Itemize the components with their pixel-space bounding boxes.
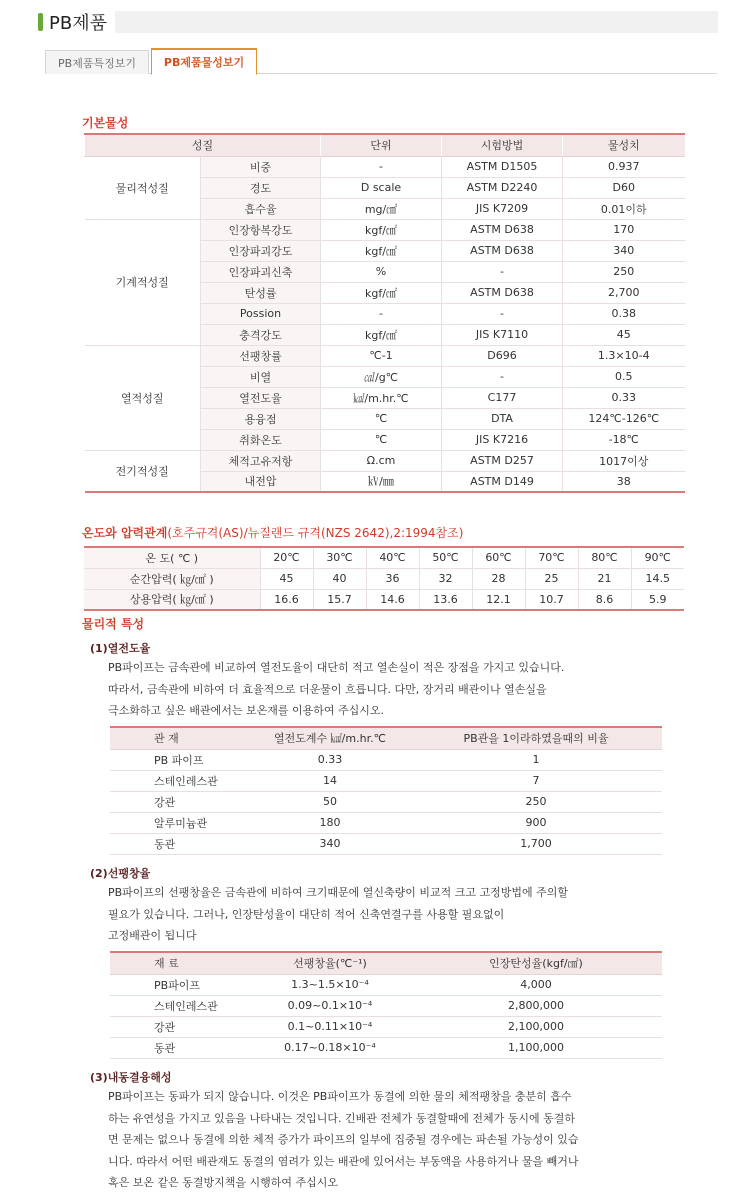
- table-cell: 45: [260, 568, 313, 589]
- cell-method: ASTM D149: [442, 471, 563, 492]
- cell-unit: ㎈/g℃: [321, 366, 442, 387]
- title-marker-icon: [38, 13, 43, 31]
- cell-method: C177: [442, 387, 563, 408]
- table-cell: 28: [472, 568, 525, 589]
- section-title-temp-pressure: [82, 524, 463, 541]
- section-title-note: (호주규격(AS)/뉴질랜드 규격(NZS 2642),2:1994참조): [167, 526, 464, 540]
- cell-material: 동관: [110, 1037, 250, 1058]
- col-header-expansion: 선팽창율(℃⁻¹): [250, 952, 410, 974]
- cell-value: 124℃-126℃: [563, 408, 685, 429]
- table-header-row: [85, 134, 685, 156]
- tab-product-properties[interactable]: PB제품물성보기: [151, 48, 257, 75]
- cell-method: -: [442, 261, 563, 282]
- paragraph-line: PB파이프는 금속관에 비교하여 열전도율이 대단히 적고 열손실이 적은 장점을 가지고 있습니다.: [108, 661, 565, 674]
- table-cell: 14.6: [366, 589, 419, 610]
- cell-unit: kgf/㎠: [321, 324, 442, 345]
- table-cell: 0.1~0.11×10⁻⁴: [250, 1016, 410, 1037]
- cell-property: 흡수율: [201, 198, 321, 219]
- table-cell: 80℃: [578, 547, 631, 568]
- table-cell: 12.1: [472, 589, 525, 610]
- table-row: [110, 974, 662, 995]
- cell-method: ASTM D638: [442, 219, 563, 240]
- cell-material: 스테인레스관: [110, 770, 250, 791]
- cell-value: D60: [563, 177, 685, 198]
- table-cell: 340: [250, 833, 410, 854]
- cell-property: 체적고유저항: [201, 450, 321, 471]
- table-cell: 50: [250, 791, 410, 812]
- cell-material: 알루미늄관: [110, 812, 250, 833]
- table-cell: 13.6: [419, 589, 472, 610]
- cell-unit: -: [321, 156, 442, 177]
- table-row: [110, 791, 662, 812]
- cell-method: ASTM D638: [442, 282, 563, 303]
- table-cell: 0.33: [250, 749, 410, 770]
- cell-value: 340: [563, 240, 685, 261]
- section-title-basic-properties: 기본물성: [82, 116, 129, 130]
- cell-value: 0.5: [563, 366, 685, 387]
- col-header-property: 성질: [85, 134, 321, 156]
- table-cell: 40: [313, 568, 366, 589]
- cell-unit: ㎉/m.hr.℃: [321, 387, 442, 408]
- table-cell: 250: [410, 791, 662, 812]
- subsection-title-thermal-conductivity: (1)열전도율: [90, 642, 151, 655]
- linear-expansion-table: [110, 951, 662, 1059]
- page-title: PB제품: [49, 13, 107, 34]
- table-cell: 21: [578, 568, 631, 589]
- col-header-unit: 단위: [321, 134, 442, 156]
- cell-unit: -: [321, 303, 442, 324]
- group-thermal: 열적성질: [85, 345, 201, 450]
- paragraph-line: 니다. 따라서 어떤 배관재도 동결의 염려가 있는 배관에 있어서는 부동액을 사용하거나 물을 빼거나: [108, 1154, 579, 1168]
- paragraph-line: PB파이프의 선팽창율은 금속관에 비하여 크기때문에 열신축량이 비교적 크고 고정방법에 주의할: [108, 886, 569, 899]
- temp-pressure-table: [84, 546, 684, 611]
- paragraph-line: 극소화하고 싶은 배관에서는 보온재를 이용하여 주십시오.: [108, 704, 385, 717]
- subsection-title-freeze-thaw: (3)내동결융해성: [90, 1071, 172, 1084]
- paragraph-line: PB파이프는 동파가 되지 않습니다. 이것은 PB파이프가 동결에 의한 물의 체적팽창을 충분히 흡수: [108, 1090, 572, 1103]
- row-header: 순간압력( ㎏/㎠ ): [84, 568, 260, 589]
- cell-unit: kgf/㎠: [321, 282, 442, 303]
- thermal-conductivity-table: [110, 726, 662, 855]
- table-row: [110, 770, 662, 791]
- cell-value: 1.3×10-4: [563, 345, 685, 366]
- cell-value: 38: [563, 471, 685, 492]
- cell-unit: %: [321, 261, 442, 282]
- table-cell: 30℃: [313, 547, 366, 568]
- table-cell: 14: [250, 770, 410, 791]
- table-cell: 1,100,000: [410, 1037, 662, 1058]
- table-row: [85, 219, 685, 240]
- tab-product-features[interactable]: PB제품특징보기: [45, 50, 149, 74]
- table-row: [85, 156, 685, 177]
- basic-properties-table: [84, 133, 685, 493]
- cell-property: 비중: [201, 156, 321, 177]
- paragraph-freeze-thaw: [108, 1086, 668, 1194]
- table-header-row: [110, 727, 662, 749]
- row-header: 상용압력( ㎏/㎠ ): [84, 589, 260, 610]
- paragraph-line: 고정배관이 됩니다: [108, 929, 197, 942]
- paragraph-linear-expansion: [108, 882, 668, 947]
- cell-value: 0.38: [563, 303, 685, 324]
- cell-unit: D scale: [321, 177, 442, 198]
- cell-property: 취화온도: [201, 429, 321, 450]
- cell-unit: mg/㎠: [321, 198, 442, 219]
- cell-method: ASTM D257: [442, 450, 563, 471]
- cell-value: 250: [563, 261, 685, 282]
- table-cell: 2,100,000: [410, 1016, 662, 1037]
- col-header-material: 재 료: [110, 952, 250, 974]
- table-row: [110, 749, 662, 770]
- table-cell: 70℃: [525, 547, 578, 568]
- table-cell: 1,700: [410, 833, 662, 854]
- cell-material: 동관: [110, 833, 250, 854]
- table-row: [85, 450, 685, 471]
- cell-property: 열전도율: [201, 387, 321, 408]
- cell-property: 용융점: [201, 408, 321, 429]
- table-cell: 2,800,000: [410, 995, 662, 1016]
- table-cell: 15.7: [313, 589, 366, 610]
- cell-property: Possion: [201, 303, 321, 324]
- cell-unit: Ω.cm: [321, 450, 442, 471]
- group-mechanical: 기계적성질: [85, 219, 201, 345]
- section-title-text: 온도와 압력관계: [82, 526, 168, 540]
- cell-unit: kgf/㎠: [321, 240, 442, 261]
- table-cell: 8.6: [578, 589, 631, 610]
- col-header-value: 물성치: [563, 134, 685, 156]
- table-row: [110, 995, 662, 1016]
- table-cell: 25: [525, 568, 578, 589]
- cell-method: JIS K7209: [442, 198, 563, 219]
- cell-material: 강관: [110, 791, 250, 812]
- table-row: [110, 1016, 662, 1037]
- table-row: [110, 1037, 662, 1058]
- cell-material: 스테인레스관: [110, 995, 250, 1016]
- table-cell: 32: [419, 568, 472, 589]
- cell-material: 강관: [110, 1016, 250, 1037]
- cell-property: 인장파괴신축: [201, 261, 321, 282]
- group-electrical: 전기적성질: [85, 450, 201, 492]
- paragraph-line: 따라서, 금속관에 비하여 더 효율적으로 더운물이 흐릅니다. 다만, 장거리 배관이나 열손실을: [108, 682, 547, 696]
- table-row: [110, 812, 662, 833]
- paragraph-line: 필요가 있습니다. 그러나, 인장탄성율이 대단히 적어 신축연결구를 사용할 필요없이: [108, 907, 505, 921]
- table-cell: 10.7: [525, 589, 578, 610]
- title-bar-fill: [115, 11, 718, 33]
- table-cell: 4,000: [410, 974, 662, 995]
- table-cell: 50℃: [419, 547, 472, 568]
- table-cell: 0.17~0.18×10⁻⁴: [250, 1037, 410, 1058]
- cell-unit: ℃-1: [321, 345, 442, 366]
- cell-method: JIS K7110: [442, 324, 563, 345]
- subsection-title-linear-expansion: (2)선팽창율: [90, 867, 151, 880]
- cell-material: PB 파이프: [110, 749, 250, 770]
- table-cell: 36: [366, 568, 419, 589]
- paragraph-line: 혹은 보온 같은 동결방지책을 시행하여 주십시오: [108, 1176, 339, 1189]
- table-cell: 1: [410, 749, 662, 770]
- cell-unit: ℃: [321, 408, 442, 429]
- cell-value: -18℃: [563, 429, 685, 450]
- cell-method: ASTM D2240: [442, 177, 563, 198]
- col-header-coefficient: 열전도계수 ㎉/m.hr.℃: [250, 727, 410, 749]
- cell-value: 170: [563, 219, 685, 240]
- paragraph-line: 하는 유연성을 가지고 있음을 나타내는 것입니다. 긴배관 전체가 동결할때에 전체가 동시에 동결하: [108, 1111, 575, 1125]
- table-cell: 1.3~1.5×10⁻⁴: [250, 974, 410, 995]
- cell-material: PB파이프: [110, 974, 250, 995]
- cell-method: ASTM D1505: [442, 156, 563, 177]
- cell-property: 탄성률: [201, 282, 321, 303]
- cell-method: DTA: [442, 408, 563, 429]
- table-cell: 900: [410, 812, 662, 833]
- cell-value: 45: [563, 324, 685, 345]
- paragraph-line: 면 문제는 없으나 동결에 의한 체적 증가가 파이프의 일부에 집중될 경우에는 파손될 가능성이 있습: [108, 1133, 579, 1146]
- table-cell: 5.9: [631, 589, 684, 610]
- table-row: [85, 345, 685, 366]
- table-cell: 20℃: [260, 547, 313, 568]
- table-cell: 0.09~0.1×10⁻⁴: [250, 995, 410, 1016]
- table-cell: 180: [250, 812, 410, 833]
- cell-unit: ㎸/㎜: [321, 471, 442, 492]
- paragraph-thermal-conductivity: [108, 657, 668, 722]
- table-header-row: [110, 952, 662, 974]
- cell-method: D696: [442, 345, 563, 366]
- table-cell: 14.5: [631, 568, 684, 589]
- table-row: [84, 589, 684, 610]
- cell-value: 2,700: [563, 282, 685, 303]
- cell-property: 선팽창률: [201, 345, 321, 366]
- cell-method: -: [442, 366, 563, 387]
- cell-unit: kgf/㎠: [321, 219, 442, 240]
- table-cell: 7: [410, 770, 662, 791]
- table-row: [84, 568, 684, 589]
- cell-property: 인장파괴강도: [201, 240, 321, 261]
- cell-property: 경도: [201, 177, 321, 198]
- cell-value: 1017이상: [563, 450, 685, 471]
- cell-value: 0.33: [563, 387, 685, 408]
- tab-bar: [45, 48, 717, 74]
- group-physical: 물리적성질: [85, 156, 201, 219]
- cell-method: -: [442, 303, 563, 324]
- row-header: 온 도( ℃ ): [84, 547, 260, 568]
- col-header-ratio: PB관을 1이라하였을때의 비율: [410, 727, 662, 749]
- page-header: [38, 10, 718, 34]
- table-cell: 40℃: [366, 547, 419, 568]
- table-cell: 60℃: [472, 547, 525, 568]
- cell-property: 인장항복강도: [201, 219, 321, 240]
- col-header-elasticity: 인장탄성율(kgf/㎠): [410, 952, 662, 974]
- cell-property: 충격강도: [201, 324, 321, 345]
- cell-property: 비열: [201, 366, 321, 387]
- table-cell: 90℃: [631, 547, 684, 568]
- section-title-physical: 물리적 특성: [82, 617, 145, 631]
- cell-property: 내전압: [201, 471, 321, 492]
- cell-method: ASTM D638: [442, 240, 563, 261]
- table-row: [110, 833, 662, 854]
- cell-unit: ℃: [321, 429, 442, 450]
- cell-method: JIS K7216: [442, 429, 563, 450]
- cell-value: 0.937: [563, 156, 685, 177]
- col-header-method: 시험방법: [442, 134, 563, 156]
- table-row: [84, 547, 684, 568]
- col-header-material: 관 재: [110, 727, 250, 749]
- table-cell: 16.6: [260, 589, 313, 610]
- cell-value: 0.01이하: [563, 198, 685, 219]
